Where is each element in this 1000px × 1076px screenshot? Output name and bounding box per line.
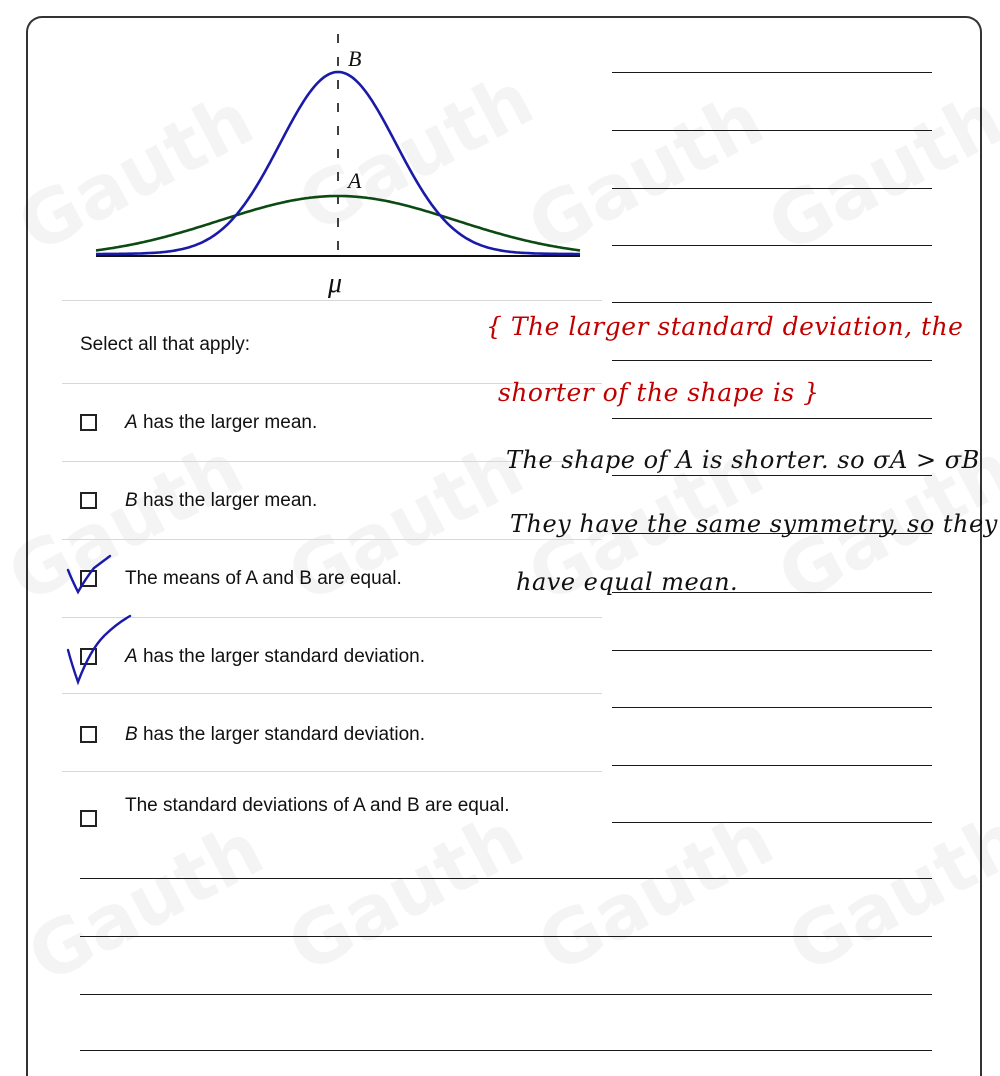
option-label: B has the larger mean. <box>125 490 318 511</box>
option-divider <box>62 693 602 694</box>
note-line-5: have equal mean. <box>516 568 739 596</box>
normal-curves-figure <box>80 30 600 300</box>
check-mark-icon <box>68 616 130 682</box>
ruled-line <box>612 360 932 361</box>
label-mu: μ <box>328 268 343 299</box>
note-line-4: They have the same symmetry, so they <box>510 510 998 538</box>
check-mark-icon <box>68 556 110 592</box>
note-line-3: The shape of A is shorter. so σA > σB <box>506 446 980 474</box>
ruled-line <box>612 650 932 651</box>
checkbox[interactable] <box>80 492 97 509</box>
ruled-line <box>80 878 932 879</box>
ruled-line <box>612 130 932 131</box>
ruled-line <box>612 245 932 246</box>
ruled-line <box>612 822 932 823</box>
checkbox[interactable] <box>80 810 97 827</box>
ruled-line <box>612 418 932 419</box>
option-label: The standard deviations of A and B are equal. <box>125 795 510 816</box>
ruled-line <box>80 936 932 937</box>
checkbox[interactable] <box>80 726 97 743</box>
option-label: The means of A and B are equal. <box>125 568 402 589</box>
option-label: A has the larger standard deviation. <box>125 646 425 667</box>
question-prompt: Select all that apply: <box>80 334 251 355</box>
option-divider <box>62 539 602 540</box>
option-label: B has the larger standard deviation. <box>125 724 425 745</box>
ruled-line <box>612 475 932 476</box>
ruled-line <box>612 188 932 189</box>
option-a-larger-mean[interactable] <box>80 411 317 435</box>
note-line-1: { The larger standard deviation, the <box>486 312 964 341</box>
option-label: A has the larger mean. <box>125 412 318 433</box>
note-line-2: shorter of the shape is } <box>498 378 820 407</box>
ruled-line <box>80 994 932 995</box>
option-b-larger-mean[interactable] <box>80 489 317 513</box>
ruled-line <box>612 302 932 303</box>
option-sds-equal[interactable] <box>80 795 545 827</box>
check-marks <box>60 550 150 690</box>
option-divider <box>62 771 602 772</box>
label-b: B <box>348 46 362 71</box>
ruled-line <box>612 707 932 708</box>
ruled-line <box>612 765 932 766</box>
ruled-line <box>612 72 932 73</box>
checkbox[interactable] <box>80 414 97 431</box>
label-a: A <box>348 168 362 193</box>
option-divider <box>62 300 602 301</box>
option-b-larger-sd[interactable] <box>80 723 425 747</box>
ruled-line <box>80 1050 932 1051</box>
